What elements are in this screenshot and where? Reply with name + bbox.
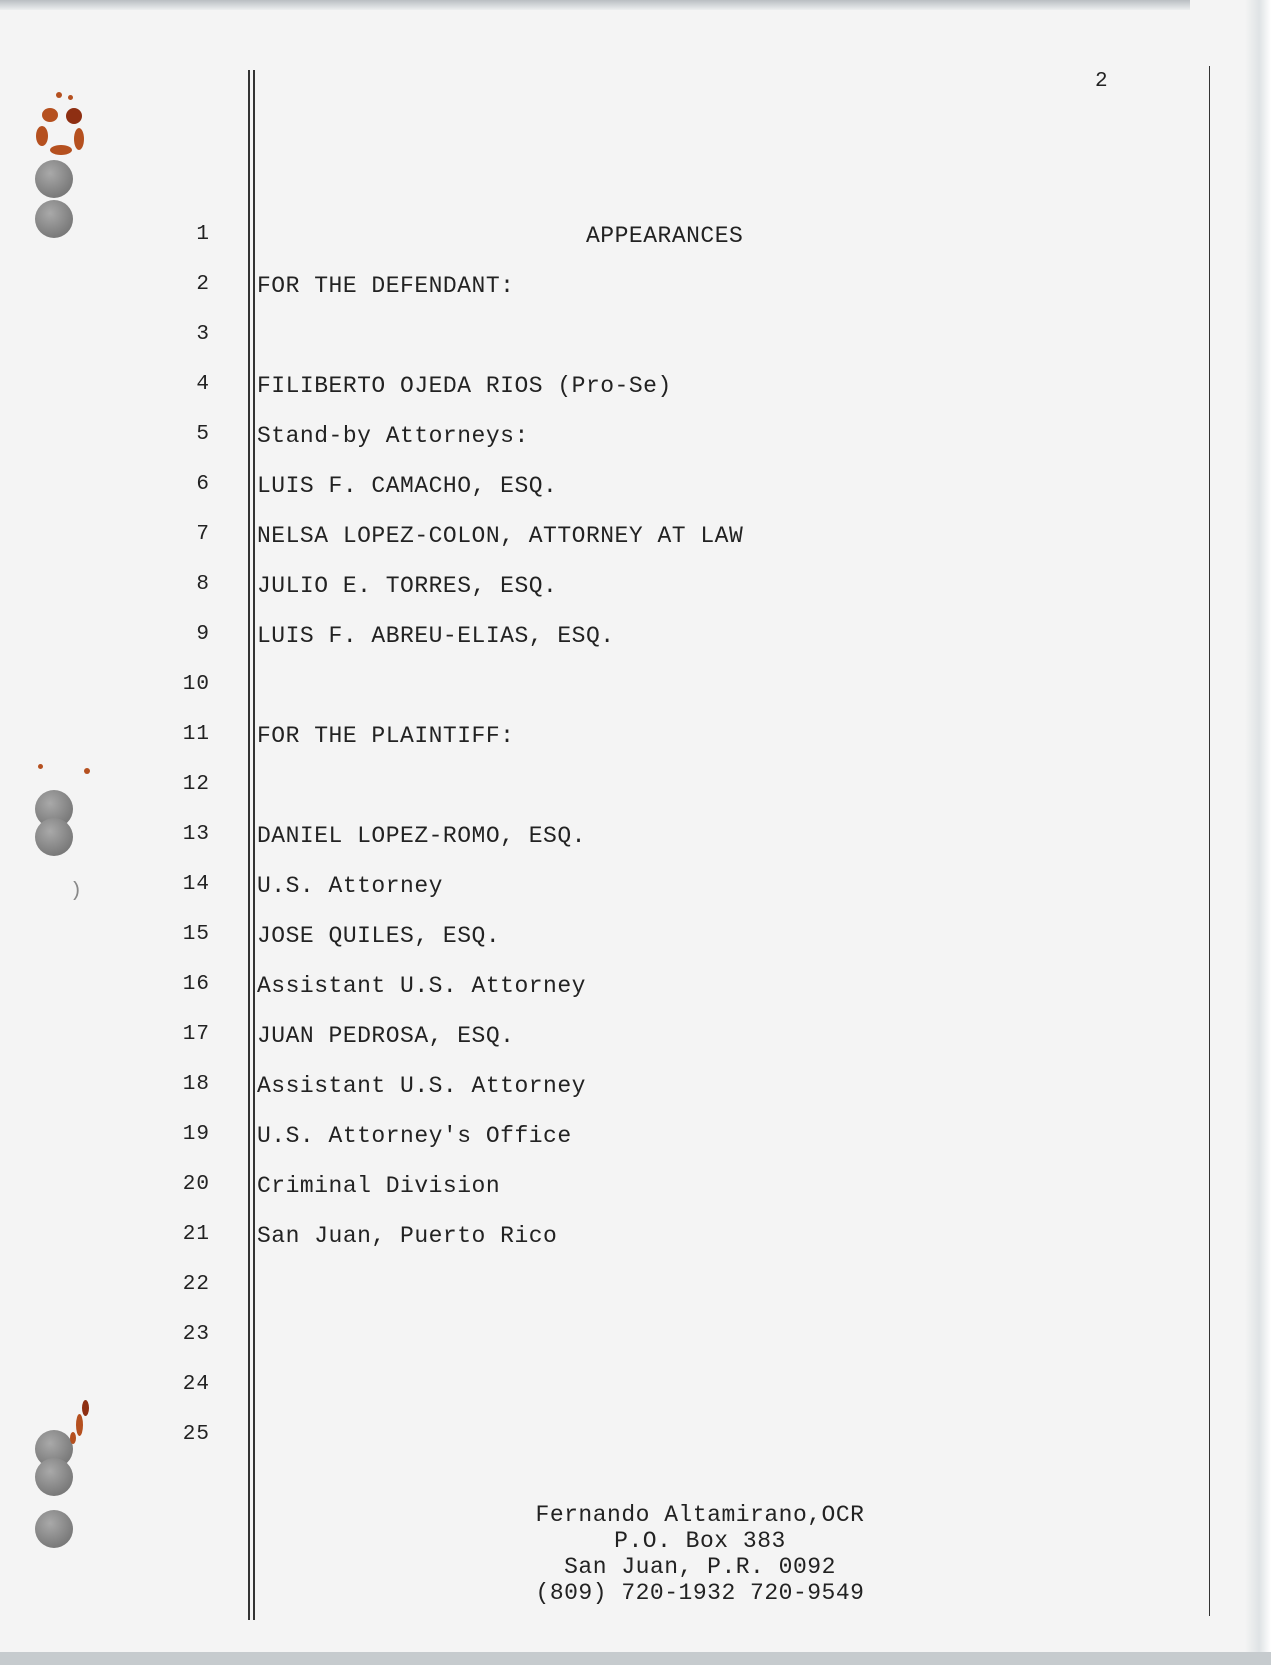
line-number: 5 — [196, 423, 210, 446]
line-text: U.S. Attorney — [257, 873, 443, 899]
scan-right-edge — [1245, 0, 1271, 1665]
transcript-line — [0, 523, 1240, 553]
transcript-line — [0, 1173, 1240, 1203]
punch-hole-6 — [35, 1458, 73, 1496]
line-number: 21 — [182, 1223, 210, 1246]
transcript-line — [0, 1123, 1240, 1153]
line-number: 11 — [182, 723, 210, 746]
line-number: 1 — [196, 223, 210, 246]
page-number: 2 — [1095, 70, 1108, 93]
transcript-line — [0, 223, 1240, 253]
line-text: FOR THE DEFENDANT: — [257, 273, 515, 299]
transcript-line — [0, 623, 1240, 653]
line-number: 20 — [182, 1173, 210, 1196]
line-number: 8 — [196, 573, 210, 596]
punch-hole-7 — [35, 1510, 73, 1548]
line-text: NELSA LOPEZ-COLON, ATTORNEY AT LAW — [257, 523, 744, 549]
line-number: 9 — [196, 623, 210, 646]
line-number: 6 — [196, 473, 210, 496]
line-number: 14 — [182, 873, 210, 896]
line-number: 16 — [182, 973, 210, 996]
line-text: JOSE QUILES, ESQ. — [257, 923, 501, 949]
line-text: Assistant U.S. Attorney — [257, 1073, 586, 1099]
line-number: 17 — [182, 1023, 210, 1046]
line-number: 15 — [182, 923, 210, 946]
line-text: JUAN PEDROSA, ESQ. — [257, 1023, 515, 1049]
line-text: FOR THE PLAINTIFF: — [257, 723, 515, 749]
reporter-name: Fernando Altamirano,OCR — [535, 1502, 865, 1528]
line-text: JULIO E. TORRES, ESQ. — [257, 573, 558, 599]
line-number: 4 — [196, 373, 210, 396]
line-number: 22 — [182, 1273, 210, 1296]
pencil-mark: ) — [70, 880, 83, 903]
line-number: 18 — [182, 1073, 210, 1096]
line-number: 19 — [182, 1123, 210, 1146]
transcript-line — [0, 773, 1240, 803]
line-number: 7 — [196, 523, 210, 546]
line-number: 3 — [196, 323, 210, 346]
line-number: 10 — [182, 673, 210, 696]
line-text: FILIBERTO OJEDA RIOS (Pro-Se) — [257, 373, 672, 399]
line-text: LUIS F. ABREU-ELIAS, ESQ. — [257, 623, 615, 649]
transcript-line — [0, 273, 1240, 303]
transcript-line — [0, 1073, 1240, 1103]
punch-hole-1 — [35, 160, 73, 198]
transcript-line — [0, 673, 1240, 703]
line-number: 12 — [182, 773, 210, 796]
transcript-line — [0, 423, 1240, 453]
transcript-line — [0, 1223, 1240, 1253]
line-text: Criminal Division — [257, 1173, 501, 1199]
transcript-line — [0, 323, 1240, 353]
transcript-line — [0, 473, 1240, 503]
appearances-heading: APPEARANCES — [586, 223, 744, 249]
line-number: 25 — [182, 1423, 210, 1446]
transcript-line — [0, 1323, 1240, 1353]
transcript-line — [0, 573, 1240, 603]
line-text: U.S. Attorney's Office — [257, 1123, 572, 1149]
reporter-address-block — [450, 1502, 950, 1606]
transcript-line — [0, 1423, 1240, 1453]
reporter-po-box: P.O. Box 383 — [614, 1528, 786, 1554]
transcript-line — [0, 873, 1240, 903]
transcript-line — [0, 823, 1240, 853]
transcript-line — [0, 723, 1240, 753]
reporter-phone: (809) 720-1932 720-9549 — [535, 1580, 865, 1606]
line-text: DANIEL LOPEZ-ROMO, ESQ. — [257, 823, 586, 849]
line-number: 2 — [196, 273, 210, 296]
line-text: San Juan, Puerto Rico — [257, 1223, 558, 1249]
line-text: Assistant U.S. Attorney — [257, 973, 586, 999]
transcript-line — [0, 1273, 1240, 1303]
transcript-line — [0, 1373, 1240, 1403]
transcript-line — [0, 923, 1240, 953]
transcript-line — [0, 1023, 1240, 1053]
line-number: 13 — [182, 823, 210, 846]
scan-bottom-edge — [0, 1652, 1271, 1665]
scan-top-edge — [0, 0, 1190, 10]
line-text: Stand-by Attorneys: — [257, 423, 529, 449]
reporter-city: San Juan, P.R. 0092 — [564, 1554, 836, 1580]
line-text: LUIS F. CAMACHO, ESQ. — [257, 473, 558, 499]
line-number: 23 — [182, 1323, 210, 1346]
transcript-line — [0, 373, 1240, 403]
line-number: 24 — [182, 1373, 210, 1396]
transcript-line — [0, 973, 1240, 1003]
